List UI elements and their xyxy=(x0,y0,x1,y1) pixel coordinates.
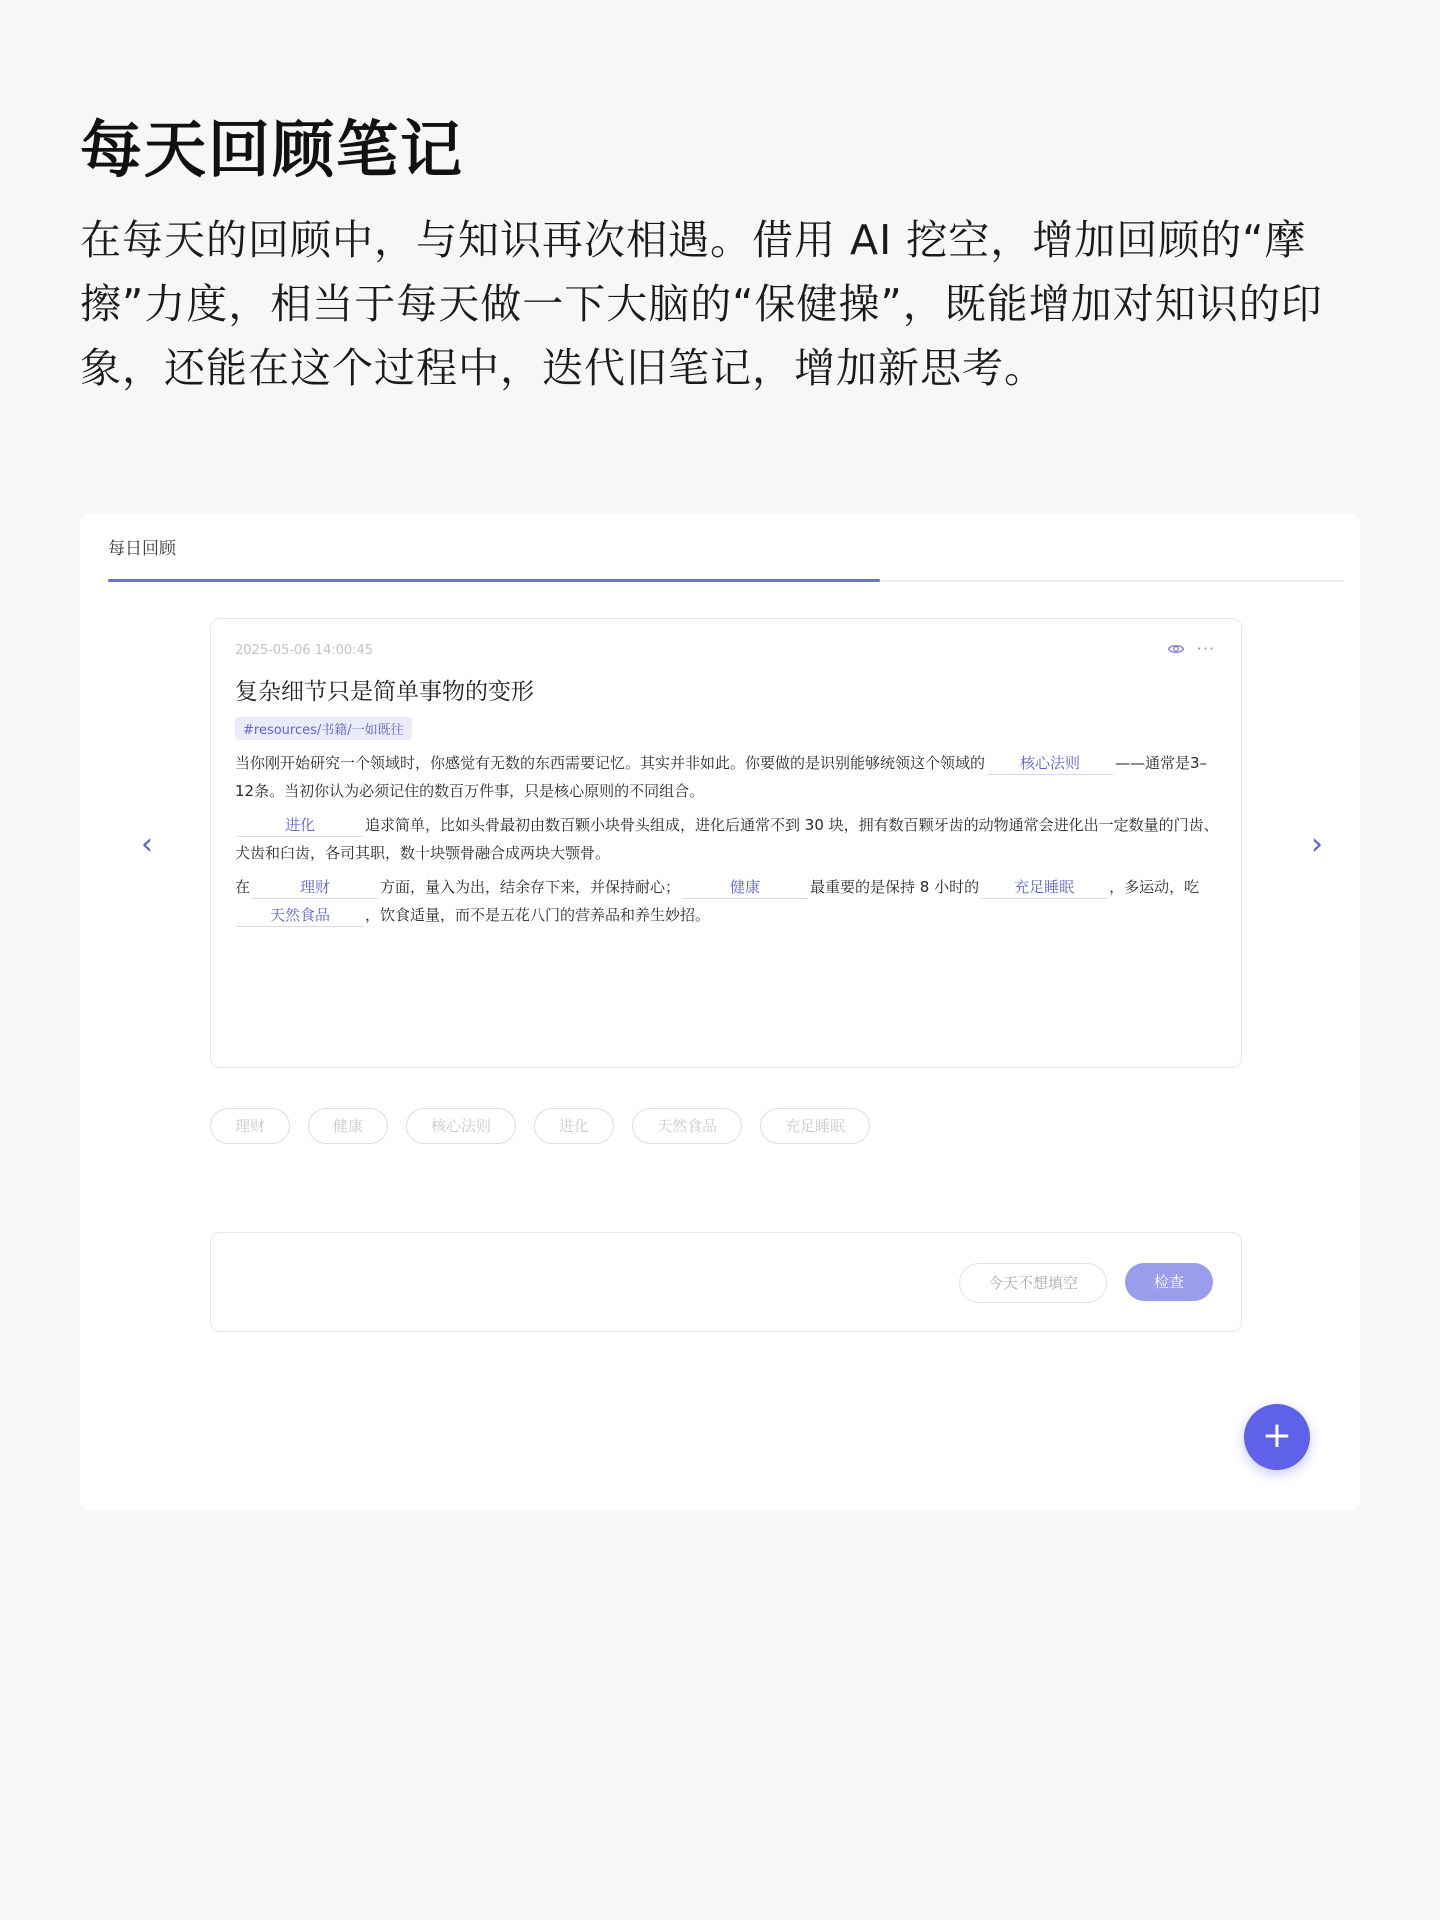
chevron-left-icon[interactable]: ‹ xyxy=(141,827,153,862)
note-body xyxy=(235,749,1225,935)
paragraph-text: 方面，量入为出，结余存下来，并保持耐心； xyxy=(380,878,681,896)
note-paragraph-2 xyxy=(235,811,1225,867)
cloze-blank[interactable]: 健康 xyxy=(682,876,808,899)
cloze-blank[interactable]: 充足睡眠 xyxy=(981,876,1107,899)
paragraph-text: ，饮食适量，而不是五花八门的营养品和养生妙招。 xyxy=(365,906,711,924)
chevron-right-icon[interactable]: › xyxy=(1311,827,1323,862)
answer-chip[interactable]: 天然食品 xyxy=(632,1108,742,1144)
answer-chip[interactable]: 理财 xyxy=(210,1108,290,1144)
skip-button[interactable]: 今天不想填空 xyxy=(959,1263,1107,1303)
note-actions xyxy=(1167,639,1215,658)
paragraph-text: 最重要的是保持 8 小时的 xyxy=(810,878,980,896)
daily-review-panel xyxy=(80,514,1360,1510)
answer-chip[interactable]: 核心法则 xyxy=(406,1108,516,1144)
paragraph-text: 在 xyxy=(235,878,251,896)
note-card xyxy=(210,618,1242,1068)
paragraph-text: 当你刚开始研究一个领域时，你感觉有无数的东西需要记忆。其实并非如此。你要做的是识别能够统领这个领域的 xyxy=(235,754,986,772)
tab-indicator xyxy=(108,579,880,582)
cloze-blank[interactable]: 天然食品 xyxy=(237,904,363,927)
paragraph-text: ——通常是3–12条。当初你认为必须记住的数百万件事，只是核心原则的不同组合。 xyxy=(235,754,1208,800)
cloze-blank[interactable]: 理财 xyxy=(252,876,378,899)
note-paragraph-3 xyxy=(235,873,1225,929)
note-title: 复杂细节只是简单事物的变形 xyxy=(235,679,534,705)
tab-daily-review[interactable]: 每日回顾 xyxy=(108,539,176,559)
answer-chips xyxy=(210,1108,870,1144)
add-button[interactable] xyxy=(1244,1404,1310,1470)
note-timestamp: 2025-05-06 14:00:45 xyxy=(235,643,374,658)
plus-icon: + xyxy=(1261,1415,1293,1456)
page-title: 每天回顾笔记 xyxy=(80,113,465,186)
answer-chip[interactable]: 进化 xyxy=(534,1108,614,1144)
page-description: 在每天的回顾中，与知识再次相遇。借用 AI 挖空，增加回顾的“摩擦”力度，相当于每天做一下大脑的“保健操”，既能增加对知识的印象，还能在这个过程中，迭代旧笔记，增加新思考。 xyxy=(80,216,1323,392)
cloze-blank[interactable]: 进化 xyxy=(237,814,363,837)
note-tag[interactable]: #resources/书籍/一如既往 xyxy=(235,717,412,740)
eye-icon[interactable] xyxy=(1167,640,1185,658)
cloze-blank[interactable]: 核心法则 xyxy=(987,752,1113,775)
paragraph-text: ，多运动，吃 xyxy=(1109,878,1200,896)
answer-chip[interactable]: 健康 xyxy=(308,1108,388,1144)
more-icon[interactable]: ··· xyxy=(1196,639,1215,658)
note-paragraph-1 xyxy=(235,749,1225,805)
answer-chip[interactable]: 充足睡眠 xyxy=(760,1108,870,1144)
action-box xyxy=(210,1232,1242,1332)
check-button[interactable]: 检查 xyxy=(1125,1263,1213,1301)
paragraph-text: 追求简单，比如头骨最初由数百颗小块骨头组成，进化后通常不到 30 块，拥有数百颗牙齿的动物通常会进化出一定数量的门齿、犬齿和臼齿，各司其职，数十块颚骨融合成两块大颚骨。 xyxy=(235,816,1219,862)
tab-bar xyxy=(108,514,1344,582)
